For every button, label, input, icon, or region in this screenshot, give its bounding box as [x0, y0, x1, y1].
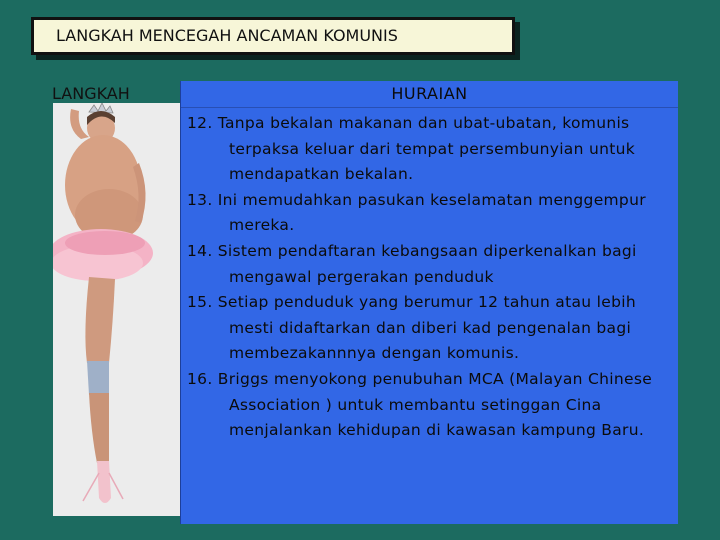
list-item: 12. Tanpa bekalan makanan dan ubat-ubatan, komunis terpaksa keluar dari tempat persembunyian untuk mendapatkan bekalan. [187, 114, 635, 184]
column-left-label: LANGKAH [52, 84, 130, 103]
slide-title: LANGKAH MENCEGAH ANCAMAN KOMUNIS [31, 17, 515, 55]
illustration-photo [53, 103, 180, 516]
list-item: 15. Setiap penduduk yang berumur 12 tahun atau lebih mesti didaftarkan dan diberi kad pengenalan bagi membezakannnya dengan komunis. [187, 293, 636, 363]
items-list [187, 111, 673, 444]
content-panel [180, 81, 678, 524]
list-item: 13. Ini memudahkan pasukan keselamatan menggempur mereka. [187, 190, 646, 235]
column-right-label: HURAIAN [181, 81, 678, 108]
list-item: 14. Sistem pendaftaran kebangsaan diperkenalkan bagi mengawal pergerakan penduduk [187, 241, 637, 286]
list-item: 16. Briggs menyokong penubuhan MCA (Malayan Chinese Association ) untuk membantu setinggan Cina menjalankan kehidupan di kawasan kampung Baru. [187, 369, 653, 440]
